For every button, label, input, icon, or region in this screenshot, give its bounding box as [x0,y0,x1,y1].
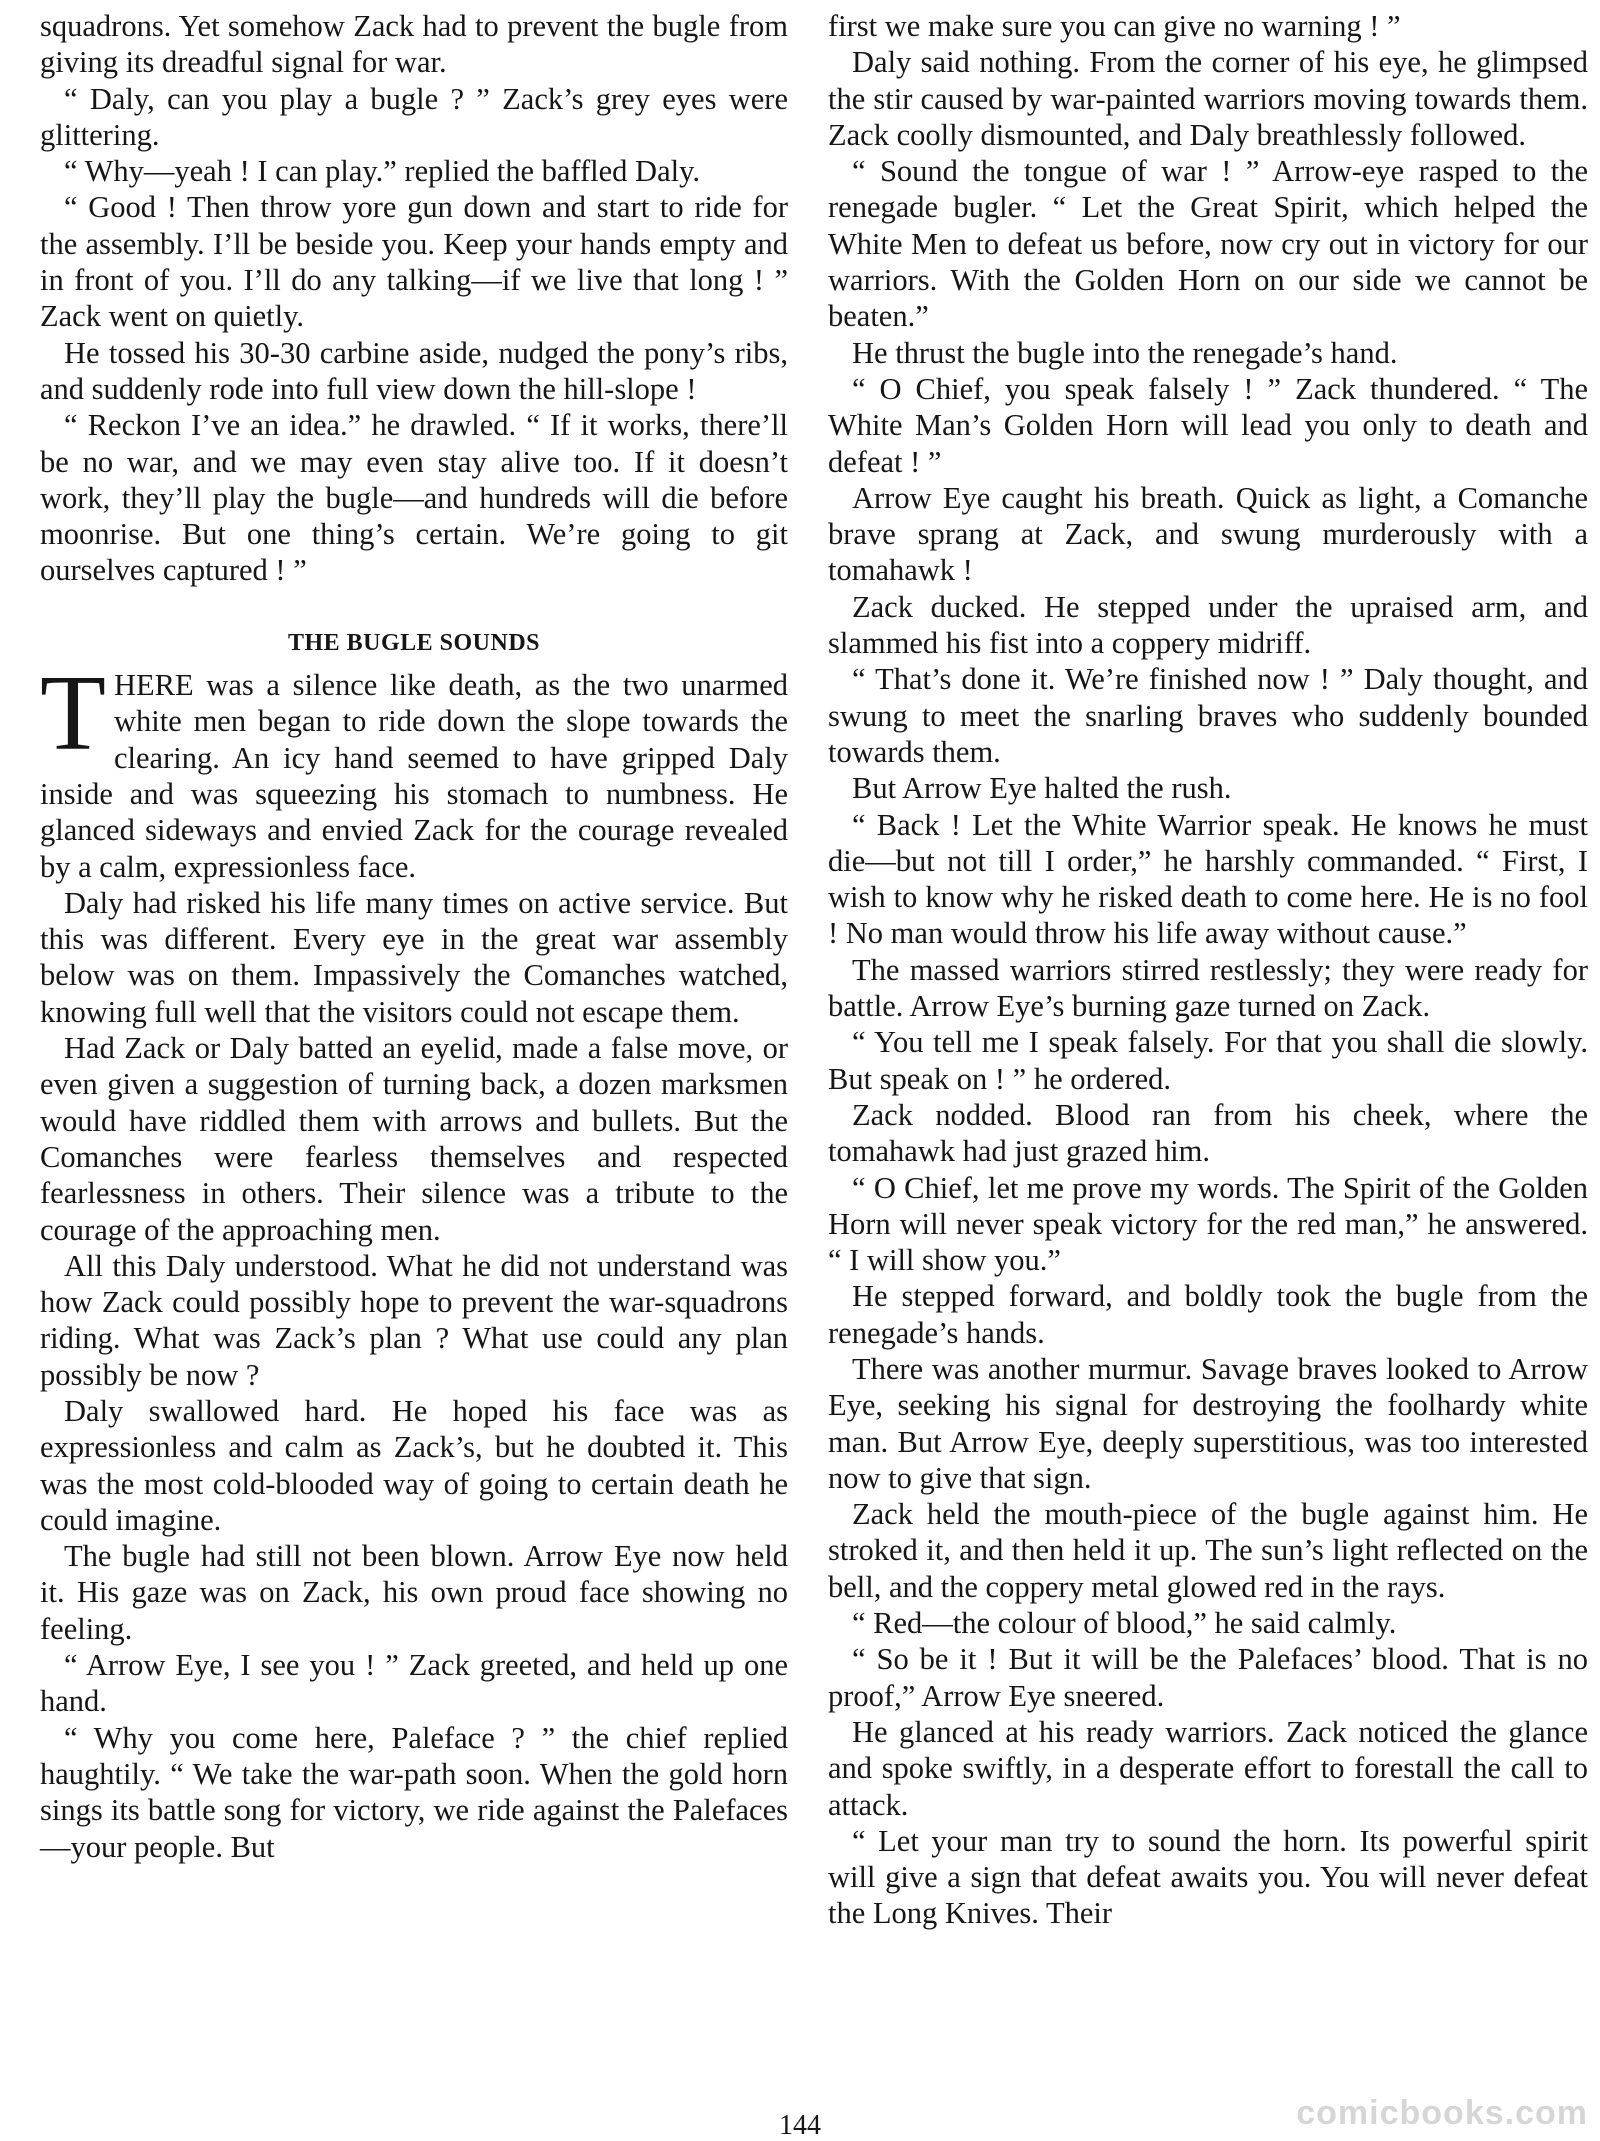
section-heading: THE BUGLE SOUNDS [287,629,541,656]
paragraph: “ Red—the colour of blood,” he said calmly. [852,1606,1397,1641]
paragraph: “ O Chief, let me prove my words. The Spirit of the Golden Horn will never speak victory for the red man,” he answered. “ I will show you.” [828,1170,1588,1278]
paragraph: The massed warriors stirred restlessly; they were ready for battle. Arrow Eye’s burning gaze turned on Zack. [828,952,1588,1024]
paragraph: Daly had risked his life many times on active service. But this was different. Every eye in the great war assembly below was on them. Impassively the Comanches watched, knowing full well that the visitors could not escape them. [40,885,788,1029]
paragraph: Daly said nothing. From the corner of his eye, he glimpsed the stir caused by war-painted warriors moving towards them. Zack coolly dismounted, and Daly breathlessly followed. [828,45,1588,152]
paragraph: “ You tell me I speak falsely. For that you shall die slowly. But speak on ! ” he ordered. [828,1025,1588,1096]
paragraph: first we make sure you can give no warning ! ” [828,9,1401,43]
book-page [40,8,1600,2108]
paragraph: He stepped forward, and boldly took the bugle from the renegade’s hands. [828,1279,1588,1350]
paragraph: He thrust the bugle into the renegade’s hand. [852,335,1398,370]
drop-cap-letter: T [40,654,106,774]
dropcap-paragraph [40,654,788,885]
watermark-text: comicbooks.com [1296,2094,1588,2132]
paragraph: “ O Chief, you speak falsely ! ” Zack thundered. “ The White Man’s Golden Horn will lead you only to death and defeat ! ” [828,371,1588,479]
paragraph: “ Why you come here, Paleface ? ” the chief replied haughtily. “ We take the war-path soon. When the gold horn sings its battle song for victory, we ride against the Palefaces—your people. But [40,1720,788,1864]
dropcap-paragraph-text: HERE was a silence like death, as the two unarmed white men began to ride down the slope towards the clearing. An icy hand seemed to have gripped Daly inside and was squeezing his stomach to numbness. He glanced sideways and envied Zack for the courage revealed by a calm, expressionless face. [40,668,788,884]
paragraph: Had Zack or Daly batted an eyelid, made a false move, or even given a suggestion of turning back, a dozen marksmen would have riddled them with arrows and bullets. But the Comanches were fearless themselves and respected fearlessness in others. Their silence was a tribute to the courage of the approaching men. [40,1031,788,1247]
left-column [40,8,788,1865]
paragraph: “ Back ! Let the White Warrior speak. He knows he must die—but not till I order,” he harshly commanded. “ First, I wish to know why he risked death to come here. He is no fool ! No man would throw his life away without cause.” [828,807,1588,951]
paragraph: “ Reckon I’ve an idea.” he drawled. “ If it works, there’ll be no war, and we may even stay alive too. If it doesn’t work, they’ll play the bugle—and hundreds will die before moonrise. But one thing’s certain. We’re going to git ourselves captured ! ” [40,408,788,588]
paragraph: “ Arrow Eye, I see you ! ” Zack greeted, and held up one hand. [40,1648,788,1719]
paragraph: The bugle had still not been blown. Arrow Eye now held it. His gaze was on Zack, his own proud face showing no feeling. [40,1539,788,1646]
paragraph: Arrow Eye caught his breath. Quick as light, a Comanche brave sprang at Zack, and swung murderously with a tomahawk ! [828,480,1588,588]
paragraph: There was another murmur. Savage braves looked to Arrow Eye, seeking his signal for destroying the foolhardy white man. But Arrow Eye, deeply superstitious, was too interested now to give that sign. [828,1351,1588,1495]
paragraph: He glanced at his ready warriors. Zack noticed the glance and spoke swiftly, in a desperate effort to forestall the call to attack. [828,1714,1588,1822]
paragraph: squadrons. Yet somehow Zack had to prevent the bugle from giving its dreadful signal for war. [40,9,788,80]
paragraph: He tossed his 30-30 carbine aside, nudged the pony’s ribs, and suddenly rode into full view down the hill-slope ! [40,335,788,406]
paragraph: “ Good ! Then throw yore gun down and start to ride for the assembly. I’ll be beside you. Keep your hands empty and in front of you. I’ll do any talking—if we live that long ! ” Zack went on quietly. [40,190,788,334]
paragraph: But Arrow Eye halted the rush. [852,771,1232,806]
paragraph: “ Daly, can you play a bugle ? ” Zack’s grey eyes were glittering. [40,81,788,152]
paragraph: Zack ducked. He stepped under the upraised arm, and slammed his fist into a coppery midriff. [828,589,1588,661]
paragraph: “ So be it ! But it will be the Palefaces’ blood. That is no proof,” Arrow Eye sneered. [828,1642,1588,1713]
page-number: 144 [779,2110,821,2141]
paragraph: Zack held the mouth-piece of the bugle against him. He stroked it, and then held it up. The sun’s light reflected on the bell, and the coppery metal glowed red in the rays. [828,1497,1588,1604]
paragraph: All this Daly understood. What he did not understand was how Zack could possibly hope to prevent the war-squadrons riding. What was Zack’s plan ? What use could any plan possibly be now ? [40,1248,788,1392]
paragraph: “ Let your man try to sound the horn. Its powerful spirit will give a sign that defeat awaits you. You will never defeat the Long Knives. Their [828,1823,1588,1931]
paragraph: Daly swallowed hard. He hoped his face was as expressionless and calm as Zack’s, but he doubted it. This was the most cold-blooded way of going to certain death he could imagine. [40,1393,788,1537]
paragraph: “ Why—yeah ! I can play.” replied the baffled Daly. [64,154,700,189]
paragraph: Zack nodded. Blood ran from his cheek, where the tomahawk had just grazed him. [828,1097,1588,1169]
right-column [828,8,1588,1932]
paragraph: “ Sound the tongue of war ! ” Arrow-eye rasped to the renegade bugler. “ Let the Great Spirit, which helped the White Men to defeat us before, now cry out in victory for our warriors. With the Golden Horn on our side we cannot be beaten.” [828,154,1588,334]
paragraph: “ That’s done it. We’re finished now ! ” Daly thought, and swung to meet the snarling braves who suddenly bounded towards them. [828,662,1588,769]
